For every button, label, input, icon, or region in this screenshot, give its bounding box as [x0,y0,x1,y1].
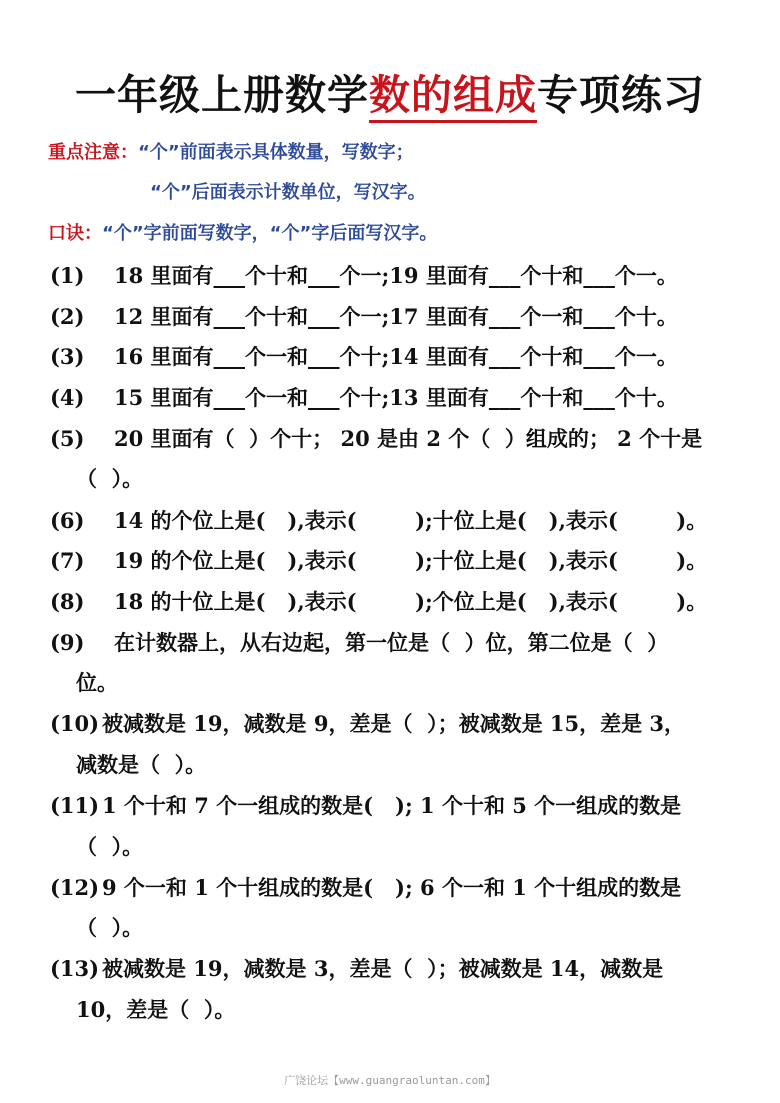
key-note-line-1 [48,138,414,164]
question-9-continuation: 位。 [76,670,118,695]
question-11 [50,790,681,820]
question-6 [50,505,707,535]
question-number: (2) [50,304,85,329]
question-2 [50,301,678,331]
question-text: 14 的个位上是( ),表示( );十位上是( ),表示( )。 [114,508,708,533]
question-12 [50,872,681,902]
question-10-continuation: 减数是（ ）。 [76,752,207,777]
question-8 [50,586,707,616]
question-number: (10) [50,711,100,736]
title-prefix: 一年级上册数学 [75,71,369,119]
rhyme-label: 口诀： [48,223,102,244]
question-text: 20 里面有（ ）个十； 20 是由 2 个（ ）组成的； 2 个十是 [114,426,703,451]
question-text: 18 的十位上是( ),表示( );个位上是( ),表示( )。 [114,589,708,614]
question-text: 19 的个位上是( ),表示( );十位上是( ),表示( )。 [114,548,708,573]
question-number: (1) [50,263,85,288]
question-text: 9 个一和 1 个十组成的数是( ); 6 个一和 1 个十组成的数是 [102,875,682,900]
question-text: 在计数器上，从右边起，第一位是（ ）位，第二位是（ ） [114,630,669,655]
question-number: (6) [50,508,85,533]
question-5 [50,423,702,453]
question-9 [50,627,668,657]
question-13-continuation: 10，差是（ ）。 [76,997,236,1022]
key-note-line-2 [150,178,426,204]
rhyme-text: “个”字前面写数字，“个”字后面写汉字。 [102,223,438,244]
question-number: (5) [50,426,85,451]
question-5-continuation: （ ）。 [76,466,144,491]
page-title [0,62,780,121]
question-10 [50,708,685,738]
question-text: 被减数是 19，减数是 9，差是（ ）；被减数是 15，差是 3， [102,711,686,736]
question-text: 12 里面有___个十和___个一;17 里面有___个一和___个十。 [114,304,678,329]
question-13 [50,953,663,983]
key-note-label: 重点注意： [48,142,138,163]
question-text: 18 里面有___个十和___个一;19 里面有___个十和___个一。 [114,263,678,288]
question-number: (11) [50,793,100,818]
footer-watermark: 广饶论坛【www.guangraoluntan.com】 [284,1074,496,1087]
question-1 [50,260,678,290]
rhyme-note [48,219,437,245]
question-number: (3) [50,344,85,369]
question-12-continuation: （ ）。 [76,915,144,940]
question-number: (8) [50,589,85,614]
title-suffix: 专项练习 [537,71,705,119]
question-number: (12) [50,875,100,900]
question-text: 16 里面有___个一和___个十;14 里面有___个十和___个一。 [114,344,678,369]
key-note-text-1: “个”前面表示具体数量，写数字； [138,142,414,163]
question-number: (7) [50,548,85,573]
question-number: (13) [50,956,100,981]
question-3 [50,341,678,371]
question-11-continuation: （ ）。 [76,834,144,859]
question-text: 15 里面有___个一和___个十;13 里面有___个十和___个十。 [114,385,678,410]
question-text: 1 个十和 7 个一组成的数是( ); 1 个十和 5 个一组成的数是 [102,793,682,818]
question-number: (9) [50,630,85,655]
question-text: 被减数是 19，减数是 3，差是（ ）；被减数是 14，减数是 [102,956,664,981]
question-number: (4) [50,385,85,410]
question-7 [50,545,707,575]
key-note-text-2: “个”后面表示计数单位，写汉字。 [150,182,426,203]
question-4 [50,382,678,412]
title-highlight: 数的组成 [369,71,537,123]
